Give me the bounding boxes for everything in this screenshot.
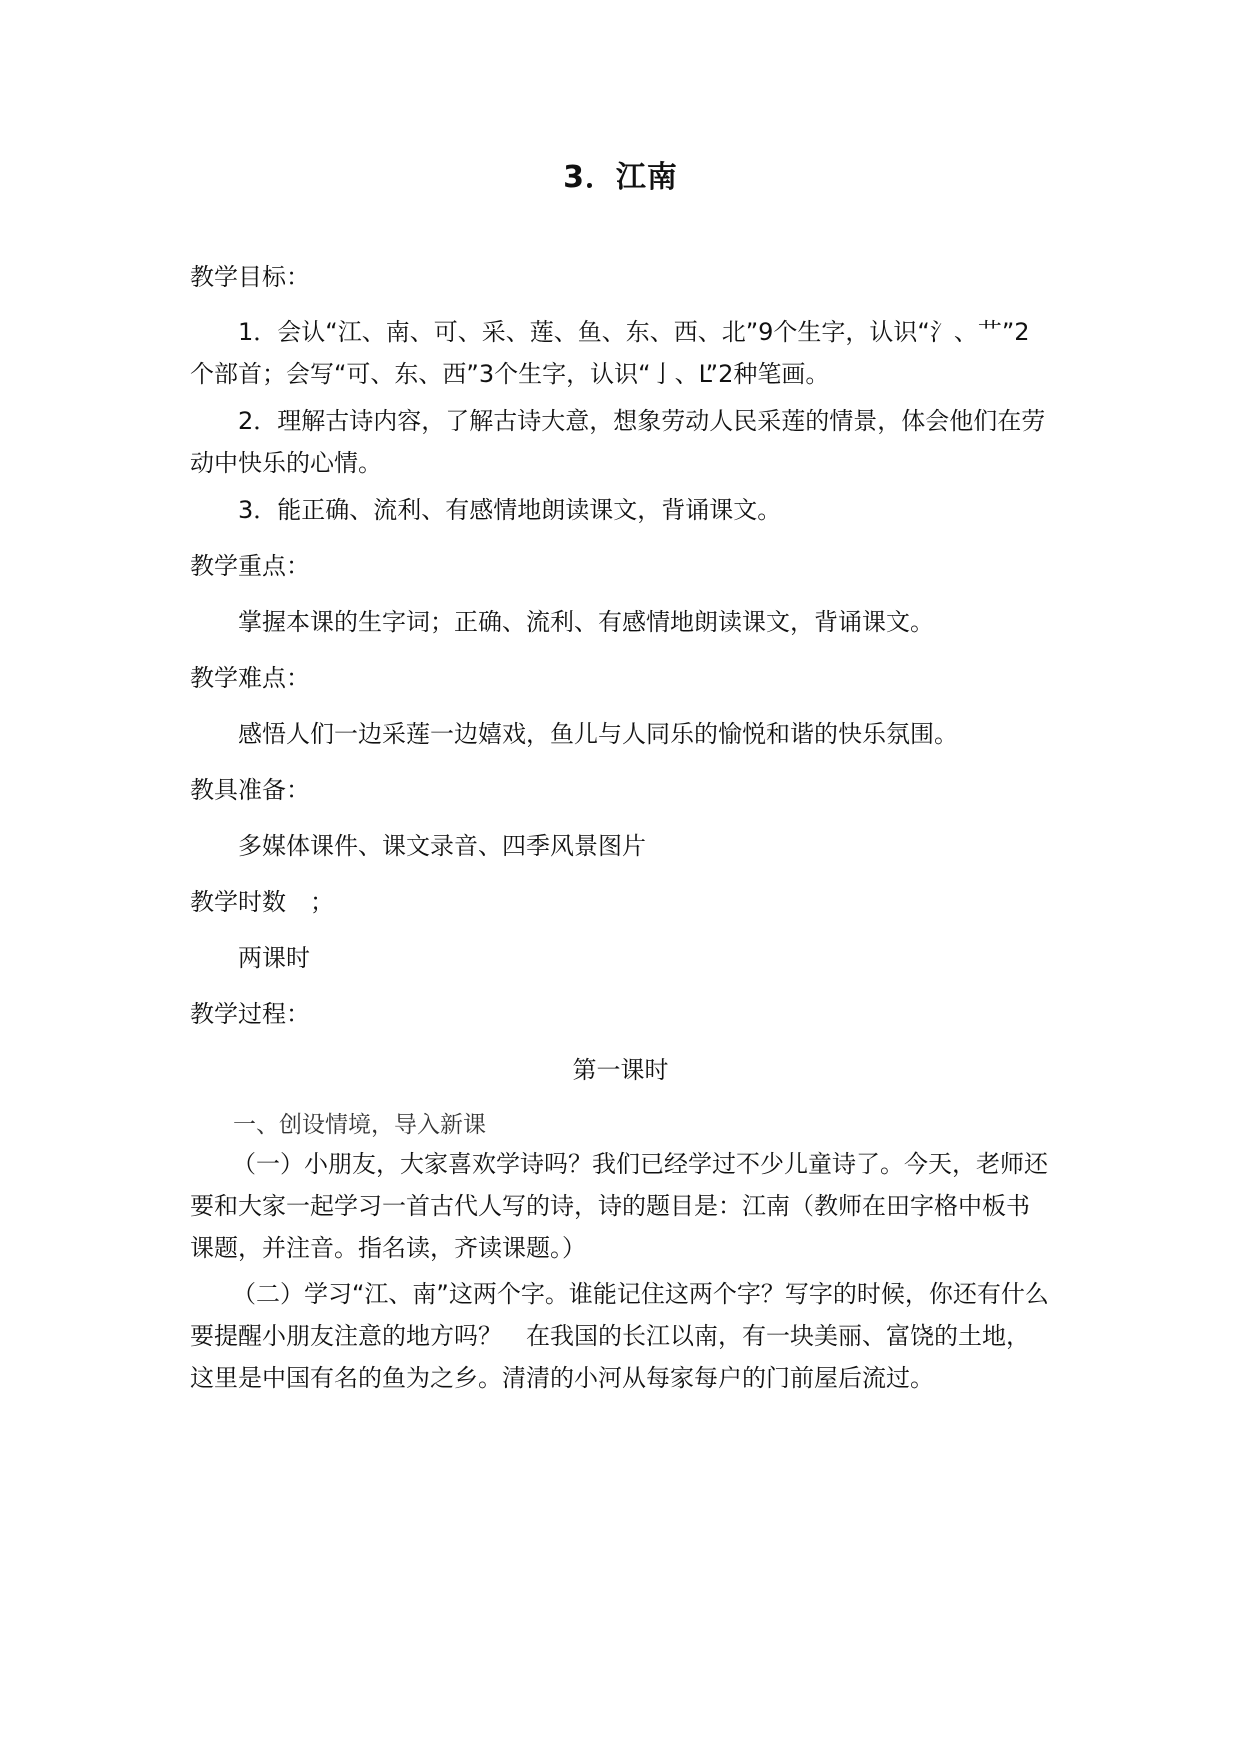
objective-3: 3．能正确、流利、有感情地朗读课文，背诵课文。 — [238, 496, 782, 524]
objectives-label: 教学目标： — [190, 263, 310, 291]
paragraph-1: （一）小朋友，大家喜欢学诗吗？我们已经学过不少儿童诗了。今天，老师还要和大家一起学习一首古代人写的诗，诗的题目是：江南（教师在田字格中板书课题，并注音。指名读，齐读课题。） — [190, 1150, 1048, 1262]
page-title: 3．江南 — [563, 160, 678, 195]
process-label: 教学过程： — [190, 1000, 310, 1028]
materials-text: 多媒体课件、课文录音、四季风景图片 — [238, 832, 646, 860]
paragraph-2: （二）学习“江、南”这两个字。谁能记住这两个字？写字的时候，你还有什么要提醒小朋友注意的地方吗？ 在我国的长江以南，有一块美丽、富饶的土地，这里是中国有名的鱼为之乡。清清的小河从每家每户的门前屋后流过。 — [190, 1280, 1049, 1392]
hours-label: 教学时数 ； — [190, 888, 334, 916]
objective-1: 1．会认“江、南、可、采、莲、鱼、东、西、北”9个生字，认识“氵、艹”2个部首；会写“可、东、西”3个生字，认识“亅、L”2种笔画。 — [190, 318, 1030, 388]
hours-text: 两课时 — [238, 944, 310, 972]
key-points-label: 教学重点： — [190, 552, 310, 580]
difficulties-label: 教学难点： — [190, 664, 310, 692]
key-points-text: 掌握本课的生字词；正确、流利、有感情地朗读课文，背诵课文。 — [238, 608, 934, 636]
difficulties-text: 感悟人们一边采莲一边嬉戏，鱼儿与人同乐的愉悦和谐的快乐氛围。 — [238, 720, 958, 748]
objective-2: 2．理解古诗内容，了解古诗大意，想象劳动人民采莲的情景，体会他们在劳动中快乐的心情。 — [190, 407, 1046, 477]
lesson-heading: 第一课时 — [572, 1056, 669, 1084]
step-1-heading: 一、创设情境，导入新课 — [233, 1112, 486, 1138]
materials-label: 教具准备： — [190, 776, 310, 804]
